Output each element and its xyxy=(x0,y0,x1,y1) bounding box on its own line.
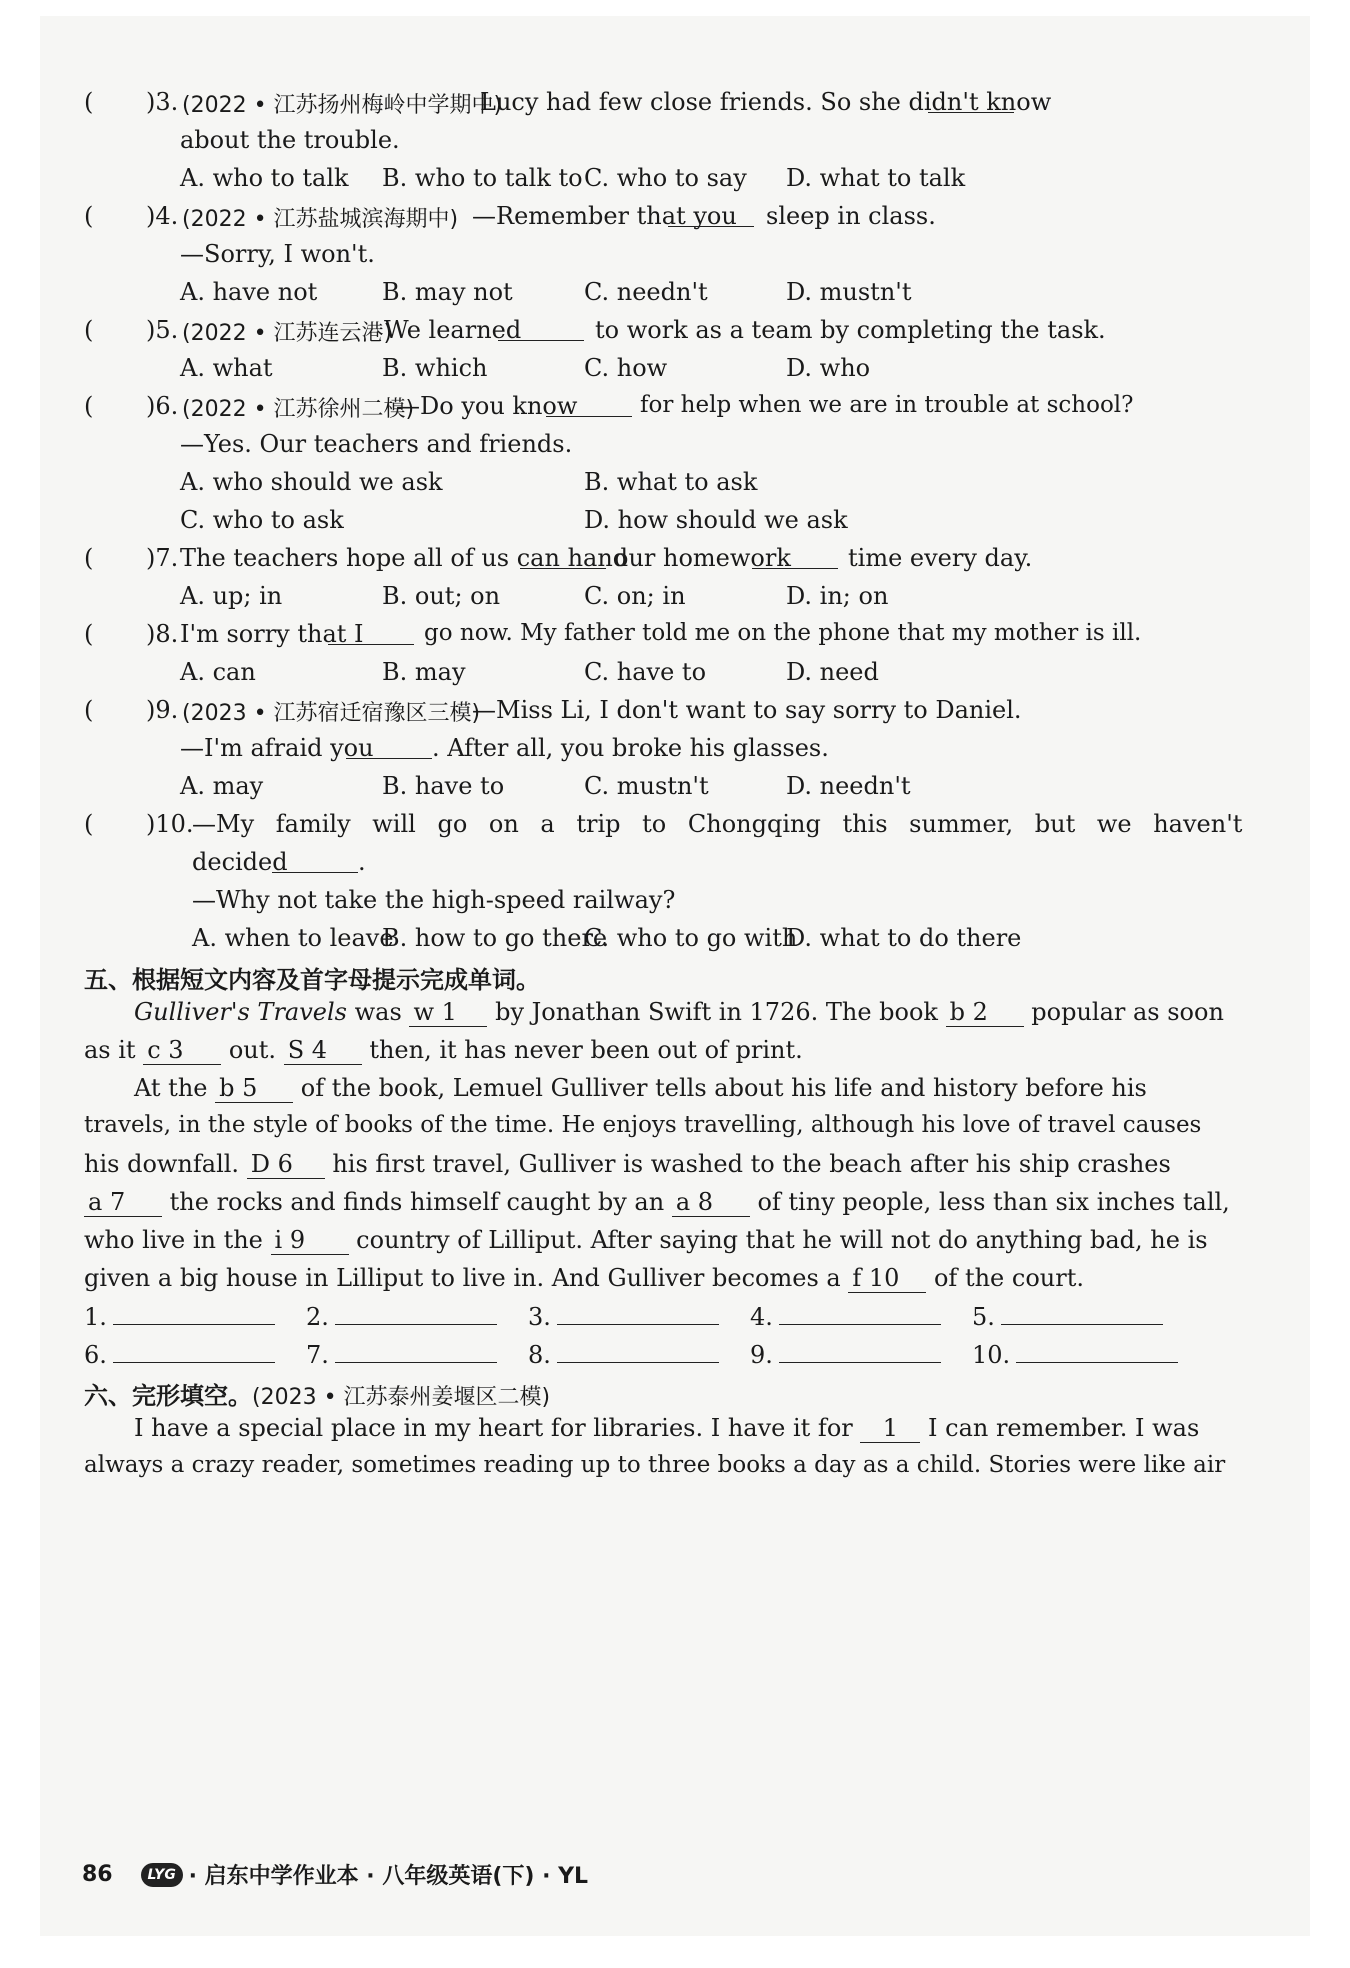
option-a: A. have not xyxy=(180,278,318,306)
page-number: 86 xyxy=(82,1862,113,1887)
passage-text: given a big house in Lilliput to live in. And Gulliver becomes a xyxy=(84,1264,841,1292)
question-number: )9. xyxy=(146,696,179,724)
question-text: —Miss Li, I don't want to say sorry to Daniel. xyxy=(472,696,1022,724)
answer-line-9[interactable] xyxy=(779,1340,941,1363)
question-text-line2: —I'm afraid you xyxy=(180,734,374,762)
answer-label: 3. xyxy=(528,1303,551,1331)
answer-label: 7. xyxy=(306,1341,329,1369)
answer-line-4[interactable] xyxy=(779,1302,941,1325)
page-footer xyxy=(82,1859,588,1890)
option-a: A. up; in xyxy=(180,582,283,610)
lyg-logo: LYG xyxy=(141,1863,183,1887)
blank xyxy=(546,392,632,417)
option-b: B. who to talk to xyxy=(382,164,583,192)
question-number: )3. xyxy=(146,88,179,116)
passage-line xyxy=(84,1036,1310,1065)
answer-label: 5. xyxy=(972,1303,995,1331)
question-text: I'm sorry that I xyxy=(180,620,364,648)
passage-text: travels, in the style of books of the time. He enjoys travelling, although his love of travel causes xyxy=(84,1112,1202,1138)
answer-line-6[interactable] xyxy=(113,1340,275,1363)
question-source: (2022 • 江苏盐城滨海期中) xyxy=(182,207,459,232)
blank xyxy=(928,88,1014,113)
option-b: B. have to xyxy=(382,772,505,800)
question-text-line2: —Sorry, I won't. xyxy=(180,240,375,268)
option-b: B. out; on xyxy=(382,582,501,610)
question-text-line3: —Why not take the high-speed railway? xyxy=(192,886,676,914)
answer-lines-row-1 xyxy=(84,1302,1240,1332)
question-text-mid: our homework xyxy=(614,544,791,572)
option-d: D. in; on xyxy=(786,582,889,610)
blank xyxy=(752,544,838,569)
option-a: A. can xyxy=(180,658,256,686)
question-text: We learned xyxy=(384,316,522,344)
option-a: A. may xyxy=(180,772,264,800)
passage-text: then, it has never been out of print. xyxy=(369,1036,803,1064)
answer-label: 10. xyxy=(972,1341,1011,1369)
passage-text: who live in the xyxy=(84,1226,263,1254)
blank xyxy=(520,544,606,569)
passage-line xyxy=(134,1414,1310,1443)
blank xyxy=(498,316,584,341)
answer-line-8[interactable] xyxy=(557,1340,719,1363)
passage-line xyxy=(84,1150,1310,1179)
passage-text: out. xyxy=(228,1036,277,1064)
answer-label: 1. xyxy=(84,1303,107,1331)
book-title-footer: · 启东中学作业本 · 八年级英语(下) · YL xyxy=(188,1864,589,1889)
option-d: D. mustn't xyxy=(786,278,912,306)
option-b: B. how to go there xyxy=(382,924,608,952)
option-d: D. how should we ask xyxy=(584,506,848,534)
passage-text: I can remember. I was xyxy=(928,1414,1200,1442)
answer-label: 9. xyxy=(750,1341,773,1369)
option-b: B. may xyxy=(382,658,466,686)
blank-3: c 3 xyxy=(143,1036,221,1065)
blank xyxy=(346,734,432,759)
blank-6: D 6 xyxy=(247,1150,325,1179)
option-a: A. what xyxy=(180,354,273,382)
passage-text: popular as soon xyxy=(1031,998,1224,1026)
option-c: C. how xyxy=(584,354,668,382)
option-b: B. which xyxy=(382,354,488,382)
question-text: —Remember that you xyxy=(472,202,737,230)
question-number: )5. xyxy=(146,316,179,344)
answer-line-3[interactable] xyxy=(557,1302,719,1325)
blank-9: i 9 xyxy=(271,1226,349,1255)
passage-text: by Jonathan Swift in 1726. The book xyxy=(495,998,938,1026)
option-d: D. what to talk xyxy=(786,164,966,192)
answer-paren: ( xyxy=(84,810,94,838)
question-number: )10. xyxy=(146,810,194,838)
passage-text: his downfall. xyxy=(84,1150,240,1178)
option-c: C. who to ask xyxy=(180,506,344,534)
question-number: )8. xyxy=(146,620,179,648)
answer-lines-row-2 xyxy=(84,1340,1240,1370)
passage-line xyxy=(134,1074,1310,1103)
passage-text: as it xyxy=(84,1036,136,1064)
question-number: )7. xyxy=(146,544,179,572)
blank-4: S 4 xyxy=(284,1036,362,1065)
option-c: C. on; in xyxy=(584,582,686,610)
option-d: D. needn't xyxy=(786,772,911,800)
question-text-after: go now. My father told me on the phone that my mother is ill. xyxy=(424,620,1142,646)
question-text-after: time every day. xyxy=(848,544,1033,572)
option-a: A. when to leave xyxy=(192,924,394,952)
option-c: C. have to xyxy=(584,658,707,686)
question-text-line2-after: . xyxy=(358,848,366,876)
passage-text: At the xyxy=(134,1074,208,1102)
section-5-title: 五、根据短文内容及首字母提示完成单词。 xyxy=(84,966,540,994)
answer-line-5[interactable] xyxy=(1001,1302,1163,1325)
question-text-line2-after: . After all, you broke his glasses. xyxy=(432,734,829,762)
question-text-after: for help when we are in trouble at school? xyxy=(640,392,1134,418)
question-text: The teachers hope all of us can hand xyxy=(180,544,629,572)
answer-line-1[interactable] xyxy=(113,1302,275,1325)
question-number: )6. xyxy=(146,392,179,420)
passage-text: always a crazy reader, sometimes reading up to three books a day as a child. Stories were like air xyxy=(84,1452,1226,1478)
section-6-heading: 六、完形填空。 xyxy=(84,1382,252,1410)
answer-label: 8. xyxy=(528,1341,551,1369)
answer-line-10[interactable] xyxy=(1016,1340,1178,1363)
question-source: (2022 • 江苏扬州梅岭中学期中) xyxy=(182,93,503,118)
answer-paren: ( xyxy=(84,392,94,420)
question-text: —My family will go on a trip to Chongqing this summer, but we haven't xyxy=(192,810,1243,838)
question-text-line2: —Yes. Our teachers and friends. xyxy=(180,430,573,458)
answer-paren: ( xyxy=(84,316,94,344)
option-c: C. needn't xyxy=(584,278,708,306)
blank-5: b 5 xyxy=(215,1074,293,1103)
blank xyxy=(668,202,754,227)
cloze-blank-1: 1 xyxy=(860,1414,920,1443)
passage-line xyxy=(84,1188,1310,1217)
blank-10: f 10 xyxy=(848,1264,926,1293)
option-b: B. what to ask xyxy=(584,468,758,496)
section-6-source: (2023 • 江苏泰州姜堰区二模) xyxy=(252,1385,551,1410)
option-b: B. may not xyxy=(382,278,513,306)
answer-paren: ( xyxy=(84,544,94,572)
answer-label: 6. xyxy=(84,1341,107,1369)
blank-1: w 1 xyxy=(409,998,487,1027)
answer-paren: ( xyxy=(84,620,94,648)
blank-2: b 2 xyxy=(946,998,1024,1027)
option-a: A. who to talk xyxy=(180,164,349,192)
passage-text: was xyxy=(354,998,402,1026)
worksheet-page xyxy=(40,16,1310,1936)
question-text: —Do you know xyxy=(396,392,578,420)
answer-line-7[interactable] xyxy=(335,1340,497,1363)
option-d: D. who xyxy=(786,354,871,382)
question-text-line2: about the trouble. xyxy=(180,126,400,154)
question-text-after: to work as a team by completing the task. xyxy=(595,316,1106,344)
passage-line xyxy=(84,1112,1310,1138)
passage-text: of tiny people, less than six inches tall, xyxy=(757,1188,1230,1216)
passage-text: of the court. xyxy=(933,1264,1084,1292)
passage-line xyxy=(134,998,1310,1027)
passage-line xyxy=(84,1264,1310,1293)
option-d: D. what to do there xyxy=(786,924,1022,952)
section-6-title xyxy=(84,1376,550,1411)
passage-text: his first travel, Gulliver is washed to the beach after his ship crashes xyxy=(332,1150,1171,1178)
option-c: C. who to say xyxy=(584,164,747,192)
passage-text: I have a special place in my heart for libraries. I have it for xyxy=(134,1414,853,1442)
blank-8: a 8 xyxy=(672,1188,750,1217)
question-text-after: sleep in class. xyxy=(766,202,936,230)
answer-label: 4. xyxy=(750,1303,773,1331)
option-c: C. who to go with xyxy=(584,924,798,952)
blank-7: a 7 xyxy=(84,1188,162,1217)
option-c: C. mustn't xyxy=(584,772,709,800)
option-d: D. need xyxy=(786,658,879,686)
question-text: Lucy had few close friends. So she didn't know xyxy=(480,88,1052,116)
blank xyxy=(328,620,414,645)
book-title: Gulliver's Travels xyxy=(134,998,347,1026)
passage-text: of the book, Lemuel Gulliver tells about his life and history before his xyxy=(300,1074,1147,1102)
question-source: (2022 • 江苏徐州二模) xyxy=(182,397,415,422)
passage-text: the rocks and finds himself caught by an xyxy=(169,1188,665,1216)
answer-line-2[interactable] xyxy=(335,1302,497,1325)
answer-label: 2. xyxy=(306,1303,329,1331)
passage-text: country of Lilliput. After saying that he will not do anything bad, he is xyxy=(356,1226,1208,1254)
passage-line xyxy=(84,1226,1310,1255)
question-source: (2023 • 江苏宿迁宿豫区三模) xyxy=(182,701,481,726)
answer-paren: ( xyxy=(84,696,94,724)
blank xyxy=(272,848,358,873)
answer-paren: ( xyxy=(84,88,94,116)
question-number: )4. xyxy=(146,202,179,230)
passage-line xyxy=(84,1452,1310,1478)
question-source: (2022 • 江苏连云港) xyxy=(182,321,393,346)
question-text-line2: decided xyxy=(192,848,288,876)
answer-paren: ( xyxy=(84,202,94,230)
option-a: A. who should we ask xyxy=(180,468,443,496)
